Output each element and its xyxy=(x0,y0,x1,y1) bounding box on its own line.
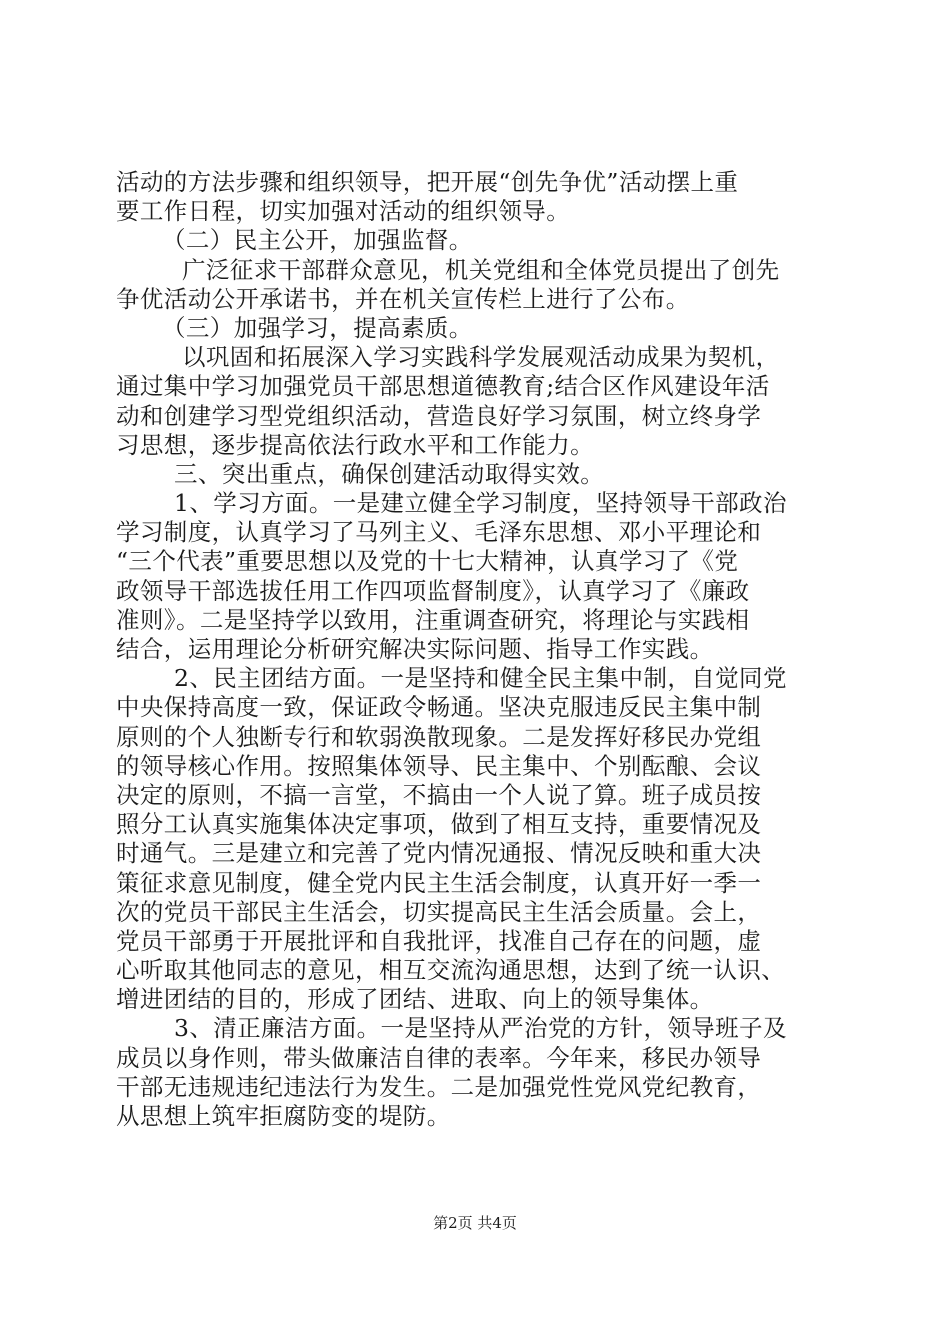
text-line: 决定的原则，不搞一言堂，不搞由一个人说了算。班子成员按 xyxy=(116,780,762,809)
text-line: 3、清正廉洁方面。一是坚持从严治党的方针，领导班子及 xyxy=(174,1014,787,1043)
text-line: 心听取其他同志的意见，相互交流沟通思想，达到了统一认识、 xyxy=(116,956,786,985)
section-heading: （二）民主公开，加强监督。 xyxy=(162,226,473,255)
text-line: 1、学习方面。一是建立健全学习制度，坚持领导干部政治 xyxy=(174,489,787,518)
text-line: 原则的个人独断专行和软弱涣散现象。二是发挥好移民办党组 xyxy=(116,722,762,751)
text-line: 争优活动公开承诺书，并在机关宣传栏上进行了公布。 xyxy=(116,284,690,313)
text-line: 策征求意见制度，健全党内民主生活会制度，认真开好一季一 xyxy=(116,868,762,897)
text-line: 照分工认真实施集体决定事项，做到了相互支持，重要情况及 xyxy=(116,810,762,839)
text-line: 的领导核心作用。按照集体领导、民主集中、个别酝酿、会议 xyxy=(116,751,762,780)
text-line: 要工作日程，切实加强对活动的组织领导。 xyxy=(116,197,571,226)
document-body xyxy=(116,168,836,1131)
text-line: 2、民主团结方面。一是坚持和健全民主集中制，自觉同党 xyxy=(174,664,787,693)
text-line: 中央保持高度一致，保证政令畅通。坚决克服违反民主集中制 xyxy=(116,693,762,722)
text-line: 习思想，逐步提高依法行政水平和工作能力。 xyxy=(116,430,594,459)
section-heading: 三、突出重点，确保创建活动取得实效。 xyxy=(174,459,605,488)
text-line: 干部无违规违纪违法行为发生。二是加强党性党风党纪教育， xyxy=(116,1072,762,1101)
text-line: 党员干部勇于开展批评和自我批评，找准自己存在的问题，虚 xyxy=(116,926,762,955)
text-line: 准则》。二是坚持学以致用，注重调查研究，将理论与实践相 xyxy=(116,605,750,634)
page-number-footer: 第2页 共4页 xyxy=(433,1214,517,1232)
text-line: 从思想上筑牢拒腐防变的堤防。 xyxy=(116,1102,451,1130)
text-line: 结合，运用理论分析研究解决实际问题、指导工作实践。 xyxy=(116,635,714,663)
text-line: 时通气。三是建立和完善了党内情况通报、情况反映和重大决 xyxy=(116,839,762,868)
text-line: 广泛征求干部群众意见，机关党组和全体党员提出了创先 xyxy=(182,255,780,284)
text-line: 成员以身作则，带头做廉洁自律的表率。今年来，移民办领导 xyxy=(116,1043,762,1072)
text-line: 政领导干部选拔任用工作四项监督制度》，认真学习了《廉政 xyxy=(116,576,750,605)
text-line: 通过集中学习加强党员干部思想道德教育;结合区作风建设年活 xyxy=(116,372,770,401)
text-line: 次的党员干部民主生活会，切实提高民主生活会质量。会上， xyxy=(116,897,762,926)
text-line: 动和创建学习型党组织活动，营造良好学习氛围，树立终身学 xyxy=(116,401,762,430)
text-line: 活动的方法步骤和组织领导，把开展“创先争优”活动摆上重 xyxy=(116,168,739,196)
text-line: 学习制度，认真学习了马列主义、毛泽东思想、邓小平理论和 xyxy=(116,518,762,547)
text-line: 以巩固和拓展深入学习实践科学发展观活动成果为契机， xyxy=(182,343,780,372)
text-line: “三个代表”重要思想以及党的十七大精神，认真学习了《党 xyxy=(116,547,739,576)
section-heading: （三）加强学习，提高素质。 xyxy=(162,313,473,342)
text-line: 增进团结的目的，形成了团结、进取、向上的领导集体。 xyxy=(116,985,714,1014)
